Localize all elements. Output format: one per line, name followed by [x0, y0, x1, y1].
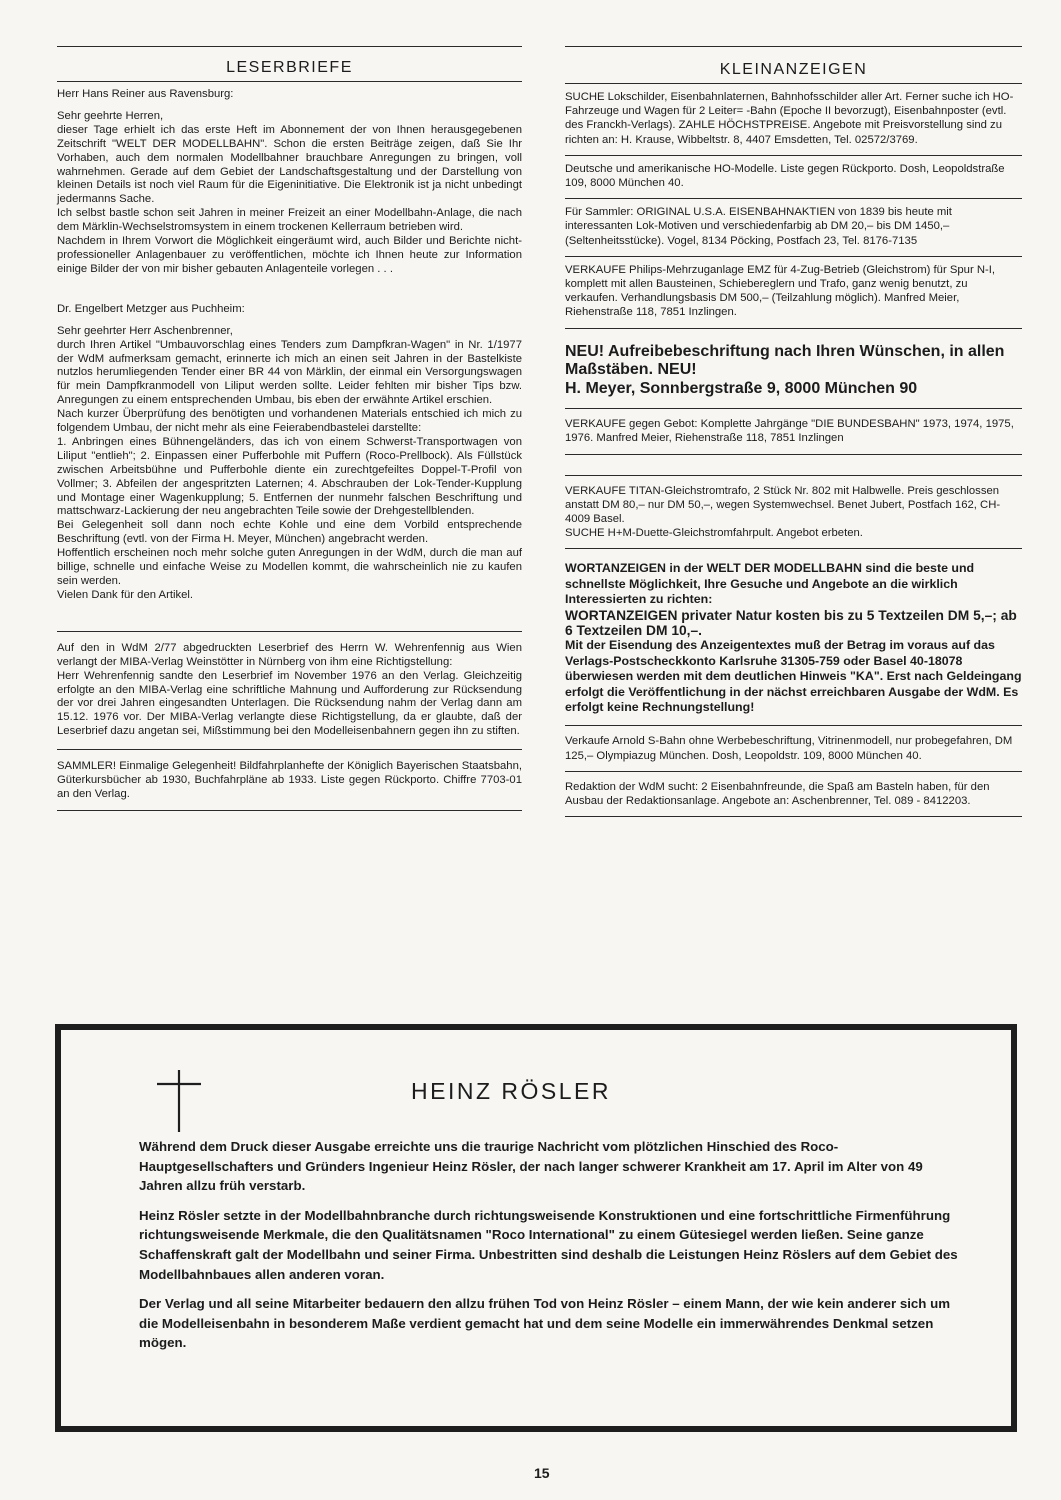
ad-sammler	[57, 750, 522, 811]
letter-body: Auf den in WdM 2/77 abgedruckten Leserbrief des Herrn W. Wehrenfennig aus Wien verlangt der MIBA-Verlag Weinstötter in Nürnberg von ihm eine Richtigstellung: Herr Wehrenfennig sandte den Leserbrief im November 1976 an den Verlag. Gleichzeitig erfolgte an den MIBA-Verlag eine schriftliche Mahnung und Aufforderung zur Rücksendung der vor drei Jahren eingesandten Unterlagen. Die Rücksendung nahm der Verlag dann am 15.12. 1976 vor. Der MIBA-Verlag verlangte diese Richtigstellung, da er glaubte, daß der Leserbrief dazu angetan sei, Mißstimmung bei den Modelleisenbahnern gegen ihn zu stiften.	[57, 641, 522, 738]
letter-metzger	[57, 277, 522, 603]
section-heading-leserbriefe: LESERBRIEFE	[57, 47, 522, 82]
letter-body: Sehr geehrter Herr Aschenbrenner, durch Ihren Artikel "Umbauvorschlag eines Tenders zum Dampfkran-Wagen" in Nr. 1/1977 der WdM aufmerksam gemacht, erinnerte ich mich an einen seit Jahren in der Bastelkiste nutzlos herumliegenden Tender einer BR 44 von Märklin, der einmal ein Versorgungswagen für mein Dampfkranmodell von Liliput werden sollte. Leider fehlten mir bisher Tips bzw. Anregungen zu einem entsprechenden Umbau, bis eben der erwähnte Artikel erschien. Nach kurzer Überprüfung des benötigten und vorhandenen Materials entschied ich mich zu folgendem Umbau, der nicht mehr als eine Feierabendbastelei darstellte: 1. Anbringen eines Bühnengeländers, das ich von einem Schwerst-Transportwagen von Liliput "entlieh"; 2. Einpassen einer Pufferbohle mit Puffern (Roco-Prellbock). Als Füllstück zwischen Arbeitsbühne und Pufferbohle diente ein zurechtgefeiltes Doppel-T-Profil von Vollmer; 3. Abfeilen der angespritzten Laternen; 4. Abschrauben der Lok-Tender-Kupplung und Montage einer Wagenkupplung; 5. Entfernen der nunmehr falschen Beschriftung und mattschwarz-Lackierung der neu angebrachten Teile sowie der Drehgestellblenden. Bei Gelegenheit soll dann noch echte Kohle und eine dem Vorbild entsprechende Beschriftung (evtl. von der Firma H. Meyer, München) angebracht werden. Hoffentlich erscheinen noch mehr solche guten Anregungen in der WdM, durch die man auf billige, schnelle und einfache Weise zu Modellen kommt, die wahrscheinlich nie zu kaufen sein werden. Vielen Dank für den Artikel.	[57, 324, 522, 601]
wortanzeigen-payment: Mit der Eisendung des Anzeigentextes muß der Betrag im voraus auf das Verlags-Postscheckkonto Karlsruhe 31305-759 oder Basel 40-18078 überwiesen werden mit dem deutlichen Hinweis "KA". Erst nach Geldeingang erfolgt die Veröffentlichung in der nächst erreichbaren Ausgabe der WdM. Es erfolgt keine Rechnungstellung!	[565, 638, 1022, 715]
wortanzeigen-intro: WORTANZEIGEN in der WELT DER MODELLBAHN sind die beste und schnellste Möglichkeit, Ihre Gesuche und Angebote an die wirklich Interessierten zu richten:	[565, 561, 975, 607]
wortanzeigen-box	[565, 549, 1022, 726]
letter-sender: Dr. Engelbert Metzger aus Puchheim:	[57, 302, 245, 315]
letter-miba-richtigstellung	[57, 632, 522, 750]
ad-text: Deutsche und amerikanische HO-Modelle. Liste gegen Rückporto. Dosh, Leopoldstraße 109, 8000 München 40.	[565, 162, 1005, 190]
page-number: 15	[534, 1465, 550, 1481]
kleinanzeigen-column	[565, 46, 1022, 817]
ad-arnold-sbahn	[565, 726, 1022, 771]
wortanzeigen-price: WORTANZEIGEN privater Natur kosten bis zu 5 Textzeilen DM 5,–; ab 6 Textzeilen DM 10,–.	[565, 607, 1017, 638]
obituary-paragraph: Der Verlag und all seine Mitarbeiter bedauern den allzu frühen Tod von Heinz Rösler – einem Mann, der wie kein anderer sich um die Modelleisenbahn in besonderem Maße verdient gemacht hat und dem seine Modelle ein immerwährendes Denkmal setzen mögen.	[139, 1296, 951, 1351]
obituary-title: HEINZ RÖSLER	[411, 1078, 611, 1104]
section-heading-kleinanzeigen: KLEINANZEIGEN	[565, 47, 1022, 84]
ad-text: SUCHE Lokschilder, Eisenbahnlaternen, Bahnhofsschilder aller Art. Ferner suche ich HO-Fahrzeuge und Wagen für 2 Leiter= -Bahn (Epoche II bevorzugt), Eisenbahnposter (evtl. des Franckh-Verlags). ZAHLE HÖCHSTPREISE. Angebote mit Preisvorstellung sind zu richten an: H. Krause, Wibbeltstr. 8, 4407 Emsdetten, Tel. 02572/3769.	[565, 91, 1014, 146]
ad-lokschilder	[565, 84, 1022, 156]
obituary-text	[139, 1137, 969, 1363]
ad-text: Für Sammler: ORIGINAL U.S.A. EISENBAHNAKTIEN von 1839 bis heute mit interessanten Lok-Motiven und verschiedenfarbig ab DM 20,– bis DM 1450,– (Seltenheitsstücke). Vogel, 8134 Pöcking, Postfach 23, Tel. 8176-7135	[565, 206, 952, 247]
obituary-paragraph: Heinz Rösler setzte in der Modellbahnbranche durch richtungsweisende Konstruktionen und eine fortschrittliche Firmenführung richtungsweisende Merkmale, die den Qualitätsnamen "Roco International" zu einem Gütesiegel werden ließen. Seine ganze Schaffenskraft galt der Modellbahn und seiner Firma. Unbestritten sind deshalb die Leistungen Heinz Röslers auf dem Gebiet des Modellbahnbaues allen anderen voran.	[139, 1207, 958, 1282]
ad-eisenbahnaktien	[565, 199, 1022, 257]
ad-ho-modelle	[565, 156, 1022, 199]
ad-bundesbahn-jahrgaenge	[565, 408, 1022, 454]
ad-philips-emz	[565, 257, 1022, 329]
ad-text: VERKAUFE TITAN-Gleichstromtrafo, 2 Stück Nr. 802 mit Halbwelle. Preis geschlossen anstatt DM 80,– nur DM 50,–, wegen Systemwechsel. Benet Jubert, Postfach 162, CH-4009 Basel. SUCHE H+M-Duette-Gleichstromfahrpult. Angebot erbeten.	[565, 484, 1001, 540]
ad-titan-trafo	[565, 475, 1022, 550]
letter-reiner	[57, 82, 522, 277]
ad-text: VERKAUFE Philips-Mehrzuganlage EMZ für 4-Zug-Betrieb (Gleichstrom) für Spur N-I, komplett mit allen Bausteinen, Schiebereglern und Trafo, ganz wenig benutzt, zu verkaufen. Verhandlungsbasis DM 500,– (Teilzahlung möglich). Manfred Meier, Riehenstraße 118, 7851 Inzlingen.	[565, 263, 996, 319]
ad-text: Verkaufe Arnold S-Bahn ohne Werbebeschriftung, Vitrinenmodell, nur probegefahren, DM 125,– Olympiazug München. Dosh, Leopoldstr. 109, 8000 München 40.	[565, 735, 1013, 762]
ad-text: VERKAUFE gegen Gebot: Komplette Jahrgänge "DIE BUNDESBAHN" 1973, 1974, 1975, 1976. Manfred Meier, Riehenstraße 118, 7851 Inzlingen	[565, 418, 1014, 445]
letter-body: Sehr geehrte Herren, dieser Tage erhielt ich das erste Heft im Abonnement der von Ihnen herausgegebenen Zeitschrift "WELT DER MODELLBAHN". Schon die ersten Beiträge zeigen, daß Sie Ihr Vorhaben, auch dem normalen Modellbahner brauchbare Anregungen zu bringen, voll wahrnehmen. Gerade auf dem Gebiet der Landschaftsgestaltung und der Darstellung von kleinen Details ist noch viel Raum für die Eigeninitiative. Die Elektronik ist ja nicht unbedingt jedermanns Sache. Ich selbst bastle schon seit Jahren in meiner Freizeit an einer Modellbahn-Anlage, die nach dem Märklin-Wechselstromsystem in einem trockenen Kellerraum betrieben wird. Nachdem in Ihrem Vorwort die Möglichkeit eingeräumt wird, auch Bilder und Berichte nicht-professioneller Anlagenbauer zu veröffentlichen, möchte ich Ihnen heute zur Information einige Bilder der von mir bisher gebauten Anlagenteile vorlegen . . .	[57, 109, 522, 275]
ad-redaktion-sucht	[565, 772, 1022, 817]
ad-aufreibebeschriftung: NEU! Aufreibebeschriftung nach Ihren Wünschen, in allen Maßstäben. NEU! H. Meyer, Sonnbergstraße 9, 8000 München 90	[565, 342, 1005, 397]
ad-text: SAMMLER! Einmalige Gelegenheit! Bildfahrplanhefte der Königlich Bayerischen Staatsbahn, Güterkursbücher ab 1930, Buchfahrpläne ab 1933. Liste gegen Rückporto. Chiffre 7703-01 an den Verlag.	[57, 760, 522, 800]
obituary-paragraph: Während dem Druck dieser Ausgabe erreichte uns die traurige Nachricht vom plötzlichen Hinschied des Roco-Hauptgesellschafters und Gründers Ingenieur Heinz Rösler, der nach langer schwerer Krankheit am 17. April im Alter von 49 Jahren allzu früh verstarb.	[139, 1139, 923, 1194]
leserbriefe-column	[57, 46, 522, 811]
letter-sender: Herr Hans Reiner aus Ravensburg:	[57, 88, 234, 100]
ad-text: Redaktion der WdM sucht: 2 Eisenbahnfreunde, die Spaß am Basteln haben, für den Ausbau der Redaktionsanlage. Angebote an: Aschenbrenner, Tel. 089 - 8412203.	[565, 780, 990, 808]
cross-icon	[157, 1068, 201, 1132]
obituary-box	[55, 1024, 1017, 1432]
